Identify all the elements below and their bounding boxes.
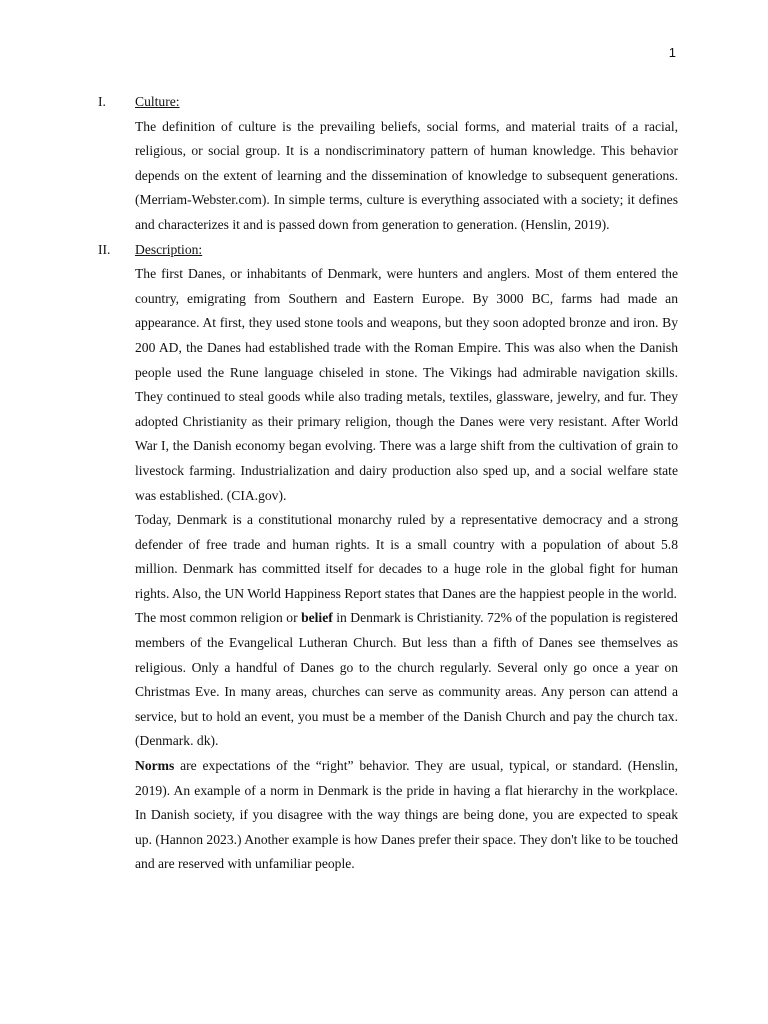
paragraph: Today, Denmark is a constitutional monarchy ruled by a representative democracy and a strong defender of free trade and human rights. It is a small country with a population of about 5.8 million. Denmark has committed itself for decades to a huge role in the global fight for human rights. Also, the UN World Happiness Report states that Danes are the happiest people in the world. (135, 512, 678, 601)
page-number: 1 (668, 45, 676, 60)
bold-term: Norms (135, 758, 175, 774)
paragraph-text: are expectations of the “right” behavior. They are usual, typical, or standard. (Henslin, 2019). An example of a norm in Denmark is the pride in having a flat hierarchy in the workplace. In Danish society, if you disagree with the way things are being done, you are expected to speak up. (Hannon 2023.) Another example is how Danes prefer their space. They don't like to be touched and are reserved with unfamiliar people. (135, 758, 678, 872)
section-heading: Culture: (135, 94, 180, 109)
paragraph-text: The most common religion or (135, 610, 302, 626)
section-numeral: I. (98, 94, 106, 109)
section-numeral: II. (98, 241, 111, 257)
section-culture (98, 90, 678, 238)
paragraph-text: in Denmark is Christianity. 72% of the population is registered members of the Evangelical Lutheran Church. But less than a fifth of Danes see themselves as religious. Only a handful of Danes go to the church regularly. Several only go once a year on Christmas Eve. In many areas, churches can serve as community areas. Any person can attend a service, but to hold an event, you must be a member of the Danish Church and pay the church tax. (Denmark. dk). (135, 610, 678, 749)
paragraph: The definition of culture is the prevailing beliefs, social forms, and material traits of a racial, religious, or social group. It is a nondiscriminatory pattern of human knowledge. This behavior depends on the extent of learning and the dissemination of knowledge to subsequent generations. (Merriam-Webster.com). In simple terms, culture is everything associated with a society; it defines and characterizes it and is passed down from generation to generation. (Henslin, 2019). (135, 118, 678, 232)
paragraph: The first Danes, or inhabitants of Denmark, were hunters and anglers. Most of them entered the country, emigrating from Southern and Eastern Europe. By 3000 BC, farms had made an appearance. At first, they used stone tools and weapons, but they soon adopted bronze and iron. By 200 AD, the Danes had established trade with the Roman Empire. This was also when the Danish people used the Rune language chiseled in stone. The Vikings had admirable navigation skills. They continued to steal goods while also trading metals, textiles, glassware, jewelry, and fur. They adopted Christianity as their primary religion, though the Danes were very resistant. After World War I, the Danish economy began evolving. There was a large shift from the cultivation of grain to livestock farming. Industrialization and dairy production also sped up, and a social welfare state was established. (CIA.gov). (135, 266, 678, 503)
section-description (98, 238, 678, 877)
paragraph-norms (135, 754, 678, 877)
section-heading: Description: (135, 241, 203, 257)
document-body (98, 90, 678, 877)
bold-term: belief (301, 610, 333, 626)
paragraph-beliefs (135, 606, 678, 754)
